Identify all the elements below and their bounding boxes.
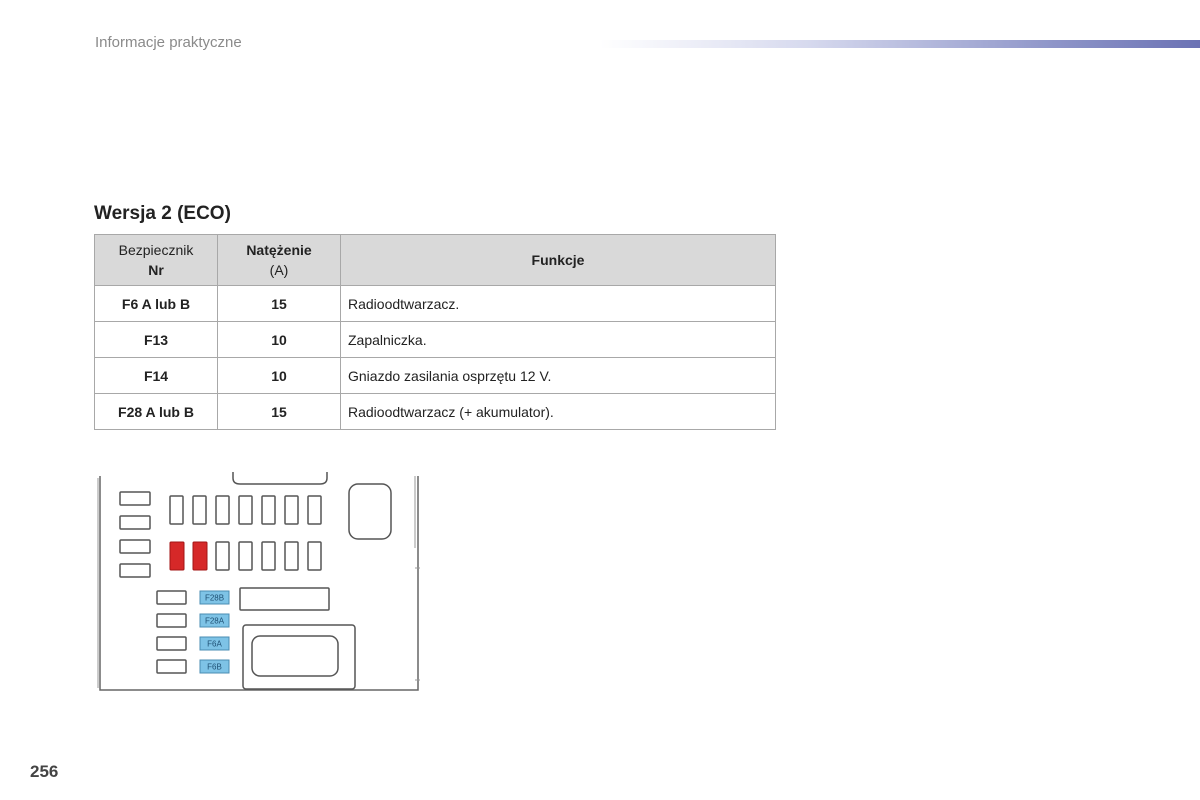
table-row — [95, 322, 776, 358]
cell-fuse: F28 A lub B — [95, 394, 218, 430]
fuse-box-diagram — [90, 468, 430, 698]
table-header-row — [95, 235, 776, 286]
page-header-title: Informacje praktyczne — [95, 34, 242, 51]
table-row — [95, 394, 776, 430]
cell-fuse: F13 — [95, 322, 218, 358]
cell-function: Radioodtwarzacz (+ akumulator). — [341, 394, 776, 430]
cell-amps: 15 — [218, 286, 341, 322]
cell-function: Gniazdo zasilania osprzętu 12 V. — [341, 358, 776, 394]
table-row — [95, 286, 776, 322]
cell-amps: 10 — [218, 358, 341, 394]
header-amperage — [218, 235, 341, 286]
page-number: 256 — [30, 762, 59, 781]
header-amperage-line2: (A) — [269, 262, 289, 278]
cell-amps: 10 — [218, 322, 341, 358]
fuse-label: F6B — [207, 662, 222, 672]
fuse-label: F28B — [204, 593, 225, 603]
header-accent-bar — [600, 40, 1200, 48]
header-amperage-line1: Natężenie — [246, 242, 312, 258]
header-fuse-number — [95, 235, 218, 286]
labeled-fuses — [200, 591, 229, 673]
cell-amps: 15 — [218, 394, 341, 430]
header-functions-label: Funkcje — [531, 252, 585, 268]
cell-fuse: F6 A lub B — [95, 286, 218, 322]
cell-function: Zapalniczka. — [341, 322, 776, 358]
fuse-label: F6A — [207, 639, 222, 649]
fuse-label: F28A — [204, 616, 225, 626]
cell-fuse: F14 — [95, 358, 218, 394]
fuse-table — [94, 234, 776, 430]
table-row — [95, 358, 776, 394]
section-title: Wersja 2 (ECO) — [94, 203, 231, 224]
header-functions — [341, 235, 776, 286]
header-fuse-line1: Bezpiecznik — [118, 242, 194, 258]
header-fuse-line2: Nr — [148, 262, 164, 278]
cell-function: Radioodtwarzacz. — [341, 286, 776, 322]
highlighted-fuses — [170, 542, 207, 570]
